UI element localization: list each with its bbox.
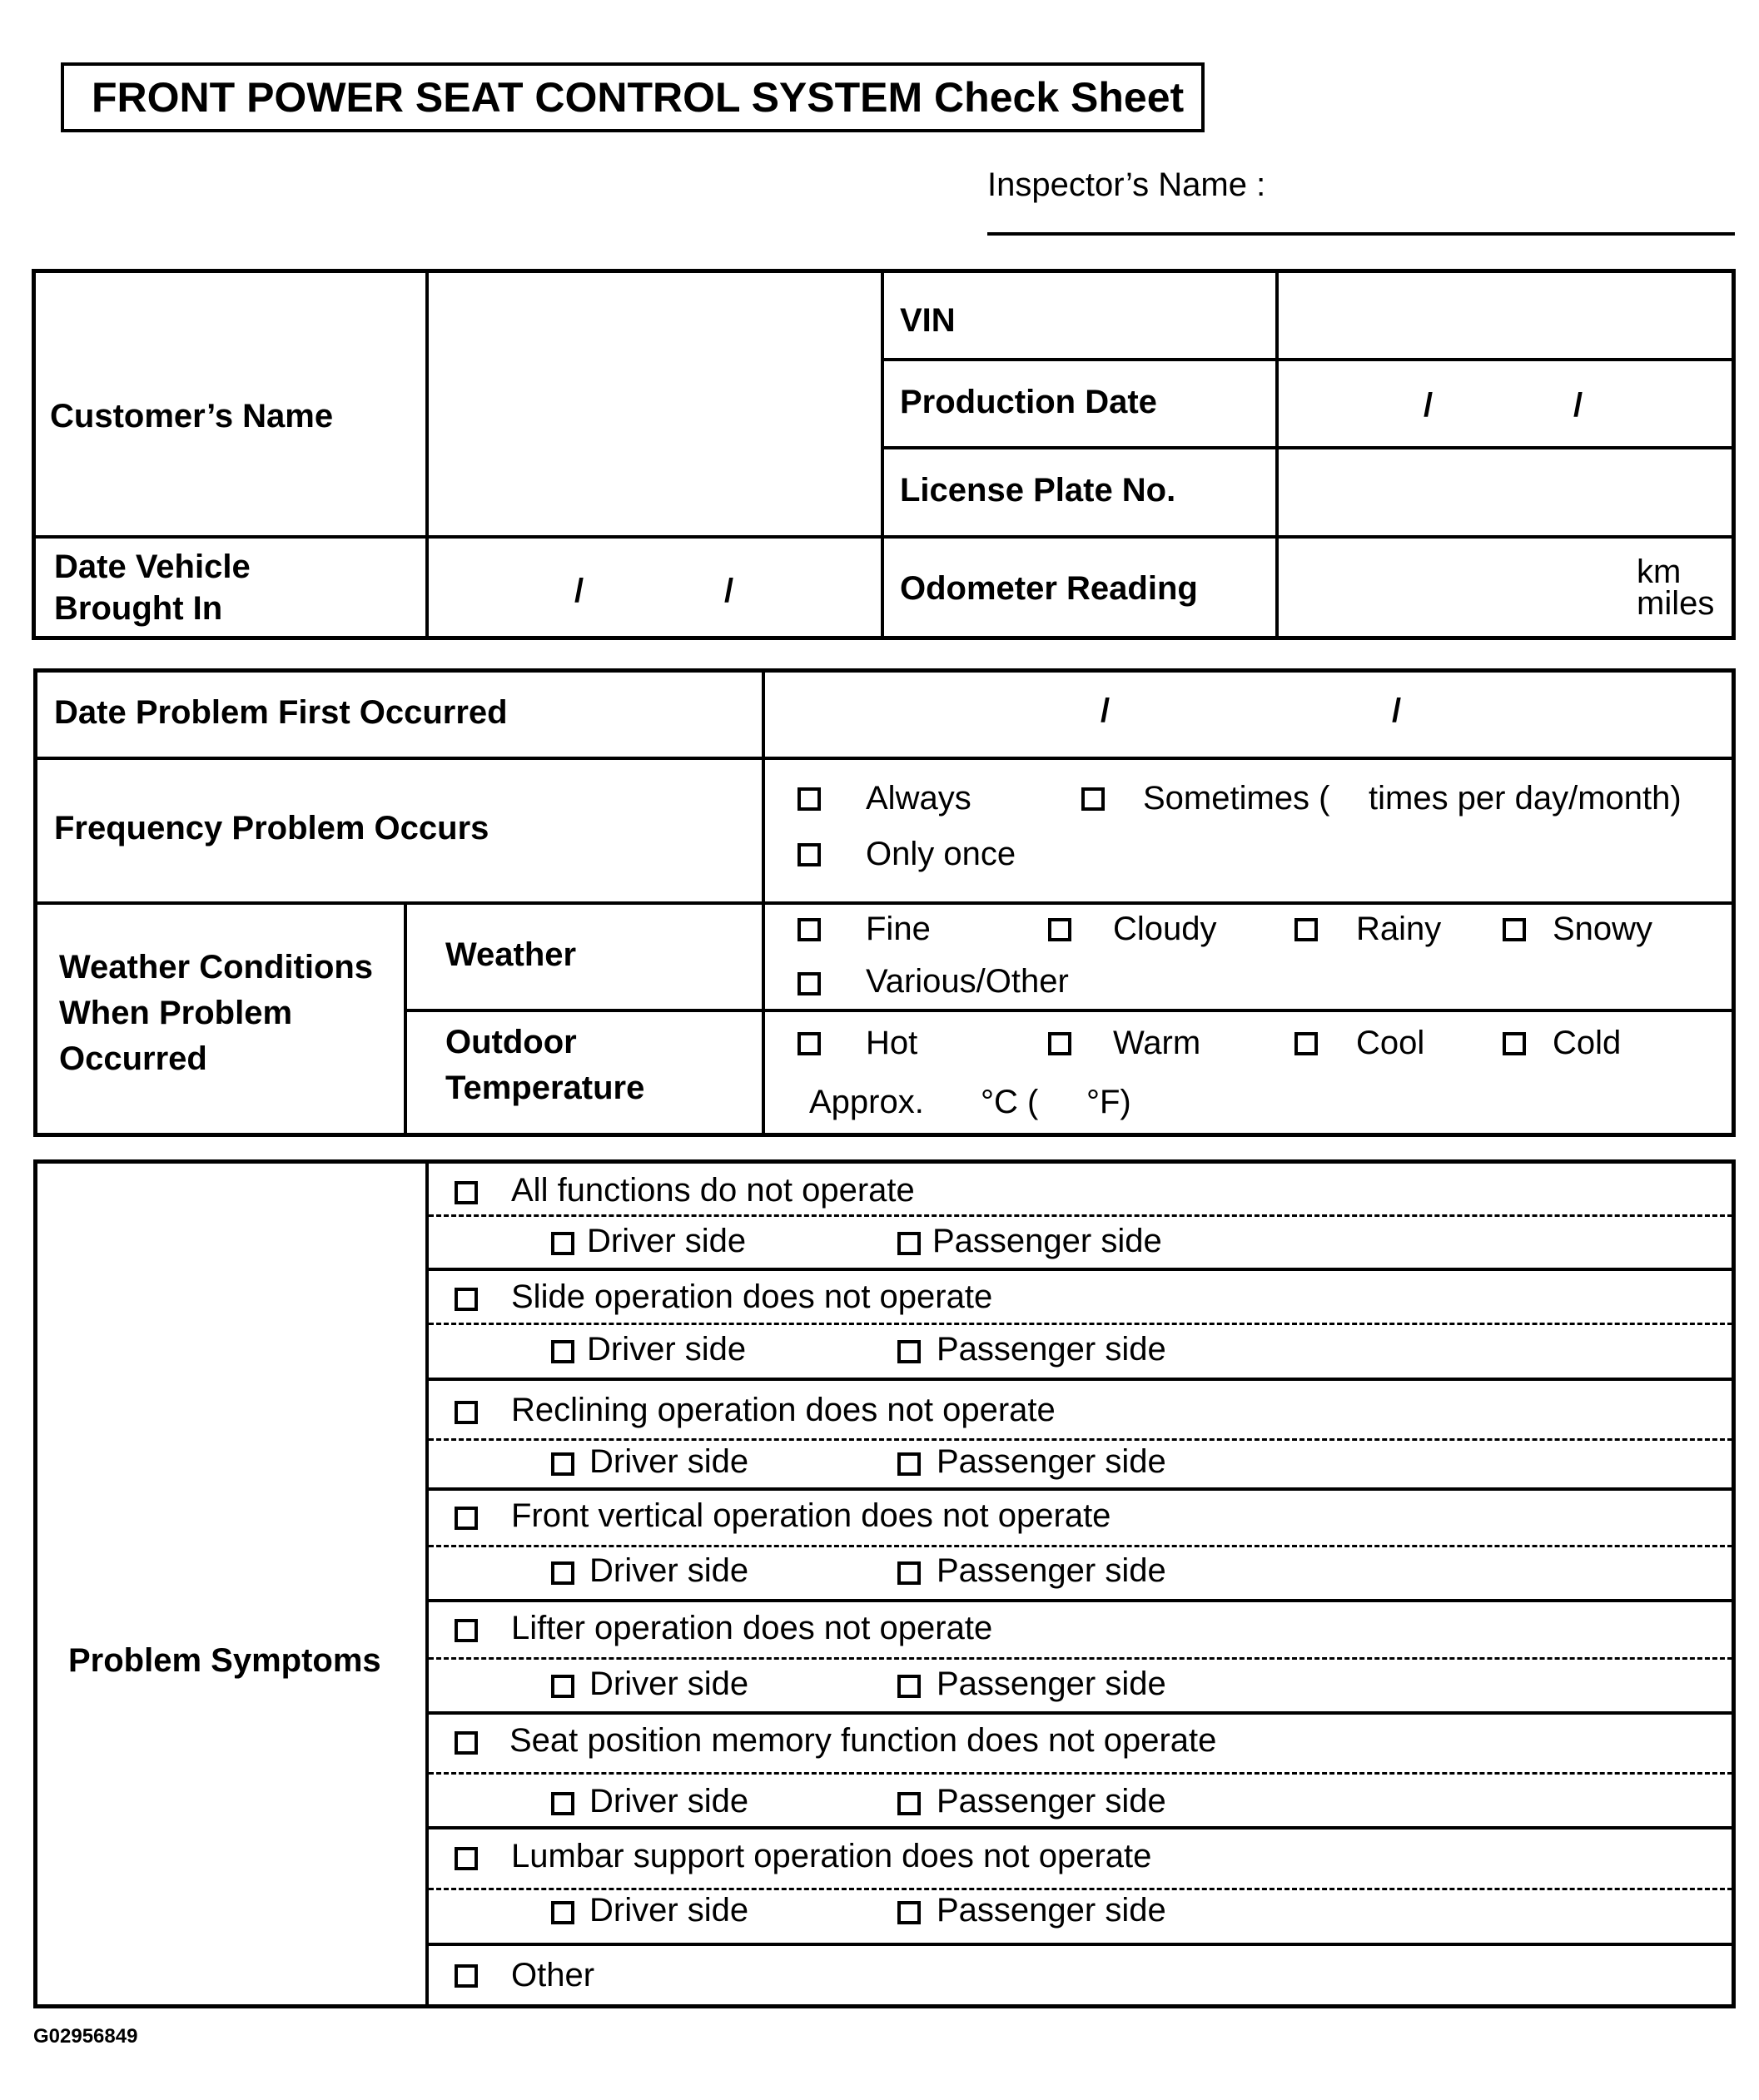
inspector-name-label: Inspector’s Name : [987, 166, 1266, 203]
option-various-other: Various/Other [866, 963, 1069, 1000]
driver-side-label: Driver side [589, 1443, 749, 1480]
option-cold: Cold [1553, 1025, 1622, 1061]
vin-label: VIN [900, 302, 956, 339]
checkbox-only-once[interactable] [798, 843, 821, 866]
date-separator: / [1424, 387, 1434, 424]
checkbox-driver-side[interactable] [551, 1452, 574, 1476]
symptom-other: Other [511, 1957, 595, 1993]
symptom-item: Slide operation does not operate [511, 1278, 993, 1315]
date-brought-in-label: Brought In [54, 590, 223, 627]
passenger-side-label: Passenger side [937, 1666, 1166, 1702]
checkbox-cool[interactable] [1294, 1032, 1318, 1055]
checkbox-symptom[interactable] [455, 1288, 478, 1311]
outdoor-temperature-label: Outdoor [445, 1024, 577, 1060]
date-separator: / [1392, 693, 1402, 729]
vin-field[interactable] [1279, 273, 1732, 356]
checkbox-passenger-side[interactable] [897, 1792, 921, 1815]
inspector-name-field[interactable] [987, 232, 1735, 236]
checkbox-passenger-side[interactable] [897, 1901, 921, 1924]
option-always: Always [866, 780, 971, 817]
symptom-item: Front vertical operation does not operate [511, 1497, 1111, 1534]
driver-side-label: Driver side [587, 1331, 747, 1368]
frequency-label: Frequency Problem Occurs [54, 810, 489, 846]
checkbox-driver-side[interactable] [551, 1340, 574, 1363]
customer-name-label: Customer’s Name [50, 398, 334, 434]
approx-label: Approx. [809, 1084, 924, 1120]
passenger-side-label: Passenger side [937, 1892, 1166, 1929]
checkbox-passenger-side[interactable] [897, 1340, 921, 1363]
date-separator: / [574, 573, 584, 609]
symptom-item: Seat position memory function does not operate [509, 1722, 1217, 1759]
degree-f: °F) [1086, 1084, 1131, 1120]
date-separator: / [724, 573, 734, 609]
option-warm: Warm [1113, 1025, 1201, 1061]
checkbox-various-other[interactable] [798, 972, 821, 995]
date-brought-in-label: Date Vehicle [54, 549, 251, 585]
passenger-side-label: Passenger side [937, 1552, 1166, 1589]
checkbox-symptom[interactable] [455, 1731, 478, 1755]
date-separator: / [1101, 693, 1111, 729]
passenger-side-label: Passenger side [937, 1443, 1166, 1480]
checkbox-cold[interactable] [1503, 1032, 1526, 1055]
degree-c: °C ( [981, 1084, 1039, 1120]
checkbox-sometimes[interactable] [1081, 787, 1105, 811]
checkbox-driver-side[interactable] [551, 1792, 574, 1815]
checkbox-symptom[interactable] [455, 1401, 478, 1424]
production-date-label: Production Date [900, 384, 1157, 420]
option-cloudy: Cloudy [1113, 911, 1217, 947]
checkbox-hot[interactable] [798, 1032, 821, 1055]
option-snowy: Snowy [1553, 911, 1653, 947]
date-first-occurred-label: Date Problem First Occurred [54, 694, 508, 731]
unit-km: km [1637, 554, 1682, 590]
checkbox-passenger-side[interactable] [897, 1232, 921, 1255]
driver-side-label: Driver side [589, 1892, 749, 1929]
problem-symptoms-label: Problem Symptoms [68, 1642, 381, 1679]
checkbox-warm[interactable] [1048, 1032, 1071, 1055]
option-fine: Fine [866, 911, 931, 947]
driver-side-label: Driver side [589, 1552, 749, 1589]
checkbox-passenger-side[interactable] [897, 1452, 921, 1476]
symptom-item: Lifter operation does not operate [511, 1610, 993, 1646]
reference-code: G02956849 [33, 2025, 138, 2048]
license-plate-label: License Plate No. [900, 472, 1176, 509]
checkbox-always[interactable] [798, 787, 821, 811]
license-plate-field[interactable] [1279, 450, 1732, 534]
checkbox-snowy[interactable] [1503, 918, 1526, 941]
weather-label: Weather [445, 936, 577, 973]
symptom-item: Reclining operation does not operate [511, 1392, 1056, 1428]
checkbox-symptom[interactable] [455, 1507, 478, 1530]
checkbox-driver-side[interactable] [551, 1901, 574, 1924]
unit-miles: miles [1637, 585, 1715, 622]
date-separator: / [1573, 387, 1583, 424]
option-cool: Cool [1356, 1025, 1425, 1061]
weather-conditions-label: When Problem [59, 995, 293, 1031]
option-rainy: Rainy [1356, 911, 1442, 947]
option-hot: Hot [866, 1025, 918, 1061]
passenger-side-label: Passenger side [932, 1223, 1162, 1259]
driver-side-label: Driver side [589, 1666, 749, 1702]
outdoor-temperature-label: Temperature [445, 1070, 645, 1106]
symptom-item: Lumbar support operation does not operate [511, 1838, 1152, 1874]
checkbox-rainy[interactable] [1294, 918, 1318, 941]
option-times-per: times per day/month) [1369, 780, 1682, 817]
symptom-item: All functions do not operate [511, 1172, 915, 1209]
weather-conditions-label: Weather Conditions [59, 949, 374, 985]
page-title: FRONT POWER SEAT CONTROL SYSTEM Check Sheet [61, 62, 1205, 132]
checkbox-passenger-side[interactable] [897, 1561, 921, 1585]
weather-conditions-label: Occurred [59, 1040, 207, 1077]
option-only-once: Only once [866, 836, 1016, 872]
passenger-side-label: Passenger side [937, 1783, 1166, 1820]
checkbox-symptom[interactable] [455, 1619, 478, 1642]
checkbox-symptom[interactable] [455, 1847, 478, 1870]
checkbox-driver-side[interactable] [551, 1675, 574, 1698]
checkbox-symptom[interactable] [455, 1181, 478, 1204]
driver-side-label: Driver side [587, 1223, 747, 1259]
checkbox-other[interactable] [455, 1964, 478, 1988]
odometer-label: Odometer Reading [900, 570, 1198, 607]
checkbox-fine[interactable] [798, 918, 821, 941]
option-sometimes: Sometimes ( [1143, 780, 1330, 817]
checkbox-passenger-side[interactable] [897, 1675, 921, 1698]
checkbox-cloudy[interactable] [1048, 918, 1071, 941]
customer-name-field[interactable] [430, 273, 879, 534]
passenger-side-label: Passenger side [937, 1331, 1166, 1368]
checkbox-driver-side[interactable] [551, 1561, 574, 1585]
checkbox-driver-side[interactable] [551, 1232, 574, 1255]
driver-side-label: Driver side [589, 1783, 749, 1820]
